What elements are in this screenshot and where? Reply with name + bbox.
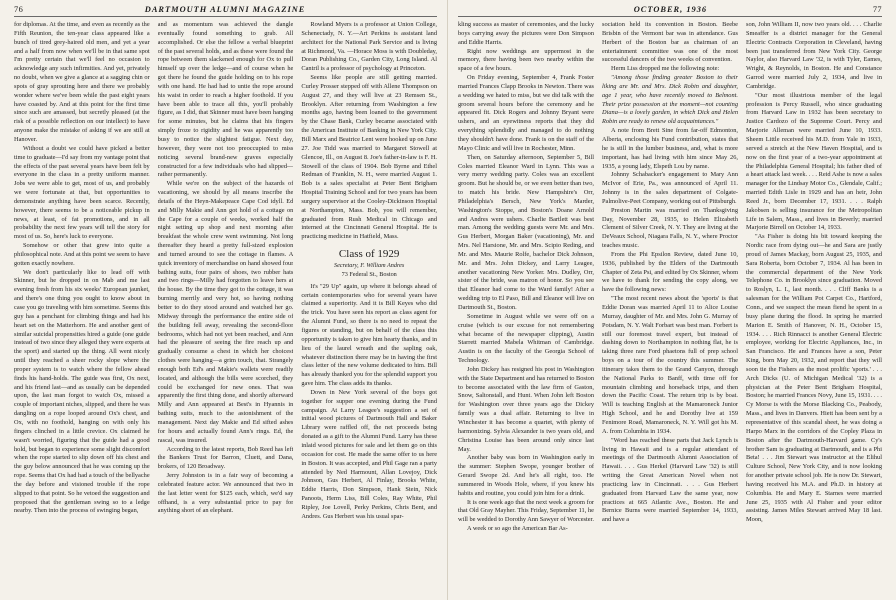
paragraph: Seems like people are still getting married. Curley Prosser stepped off with Allene Thompson on August 27, and they will live at 23 Remsen St., Brooklyn. After returning from Washington a few months ago, having been loaned to the government by the Chase Bank, Curley became associated with the American Institute of Banking in New York City. Bill Marx and Beatrice Lent were hooked up on June 27. Joe Tidd was married to Margaret Stowell at Glencoe, Ill., on August 8. Joe's father-in-law is F. H. Stowell of the class of 1904. Bob Byrne and Ethel Redman of Franklin, N. H., were married August 1. Bob is a sales specialist at Peter Bent Brigham Hospital Training School and for two years has been surgery supervisor at the Cooley-Dickinson Hospital at Northampton, Mass. Bob, you will remember, graduated from Rush Medical in Chicago and interned at the Cincinnati General Hospital. He is practicing medicine in Hatfield, Mass.: [301, 74, 438, 241]
paragraph: Down in New York several of the boys got together for supper one evening during the Fund campaign. At Larry Leagee's suggestion a set of initial wood pictures of Dartmouth Hall and Baker Library were raffled off, the net proceeds being donated as a gift to the Alumni Fund. Larry has these inlaid wood pictures for sale and let them go on this occasion for cost. He made the same offer to us here in Boston. It was accepted, and Phil Gage ran a party attended by Ned Harmount, Allan Lovejoy, Dick Johnson, Gus Herbert, Al Finlay, Brooks White, Eddie Harris, Don Simpson, Hank Stein, Nick Panoots, Herm Liss, Bill Coles, Ray White, Phil Ripley, Joe Lovell, Perky Perkins, Chris Bent, and Andres. Gus Herbert was his usual spar-: [301, 388, 438, 520]
class-heading: Class of 1929: [338, 248, 400, 261]
paragraph: and as momentum was achieved the dangle eventually found something to grab. All accomplished. Or else the fellow a verbal blueprint of the past several holds, and as these were found the rope between them slackened enough for Ox to pull himself up over the ledge—and of course when he got there he found the guide holding on to his rope with one hand. He had had to untie the rope around his waist in order to reach a higher foothold. If you have been able to trace all this, you'll probably figure, as I did, that Skinner must have been hanging for some minutes, but he claims that his fingers simply froze to rigidity and he was apparently too busy to notice the slightest fatigue. Next day, however, they were not too preoccupied to miss noticing several brand-new graves especially constructed for a few individuals who had slipped—rather permanently.: [157, 21, 294, 179]
paragraph: According to the latest reports, Bob Reed has left the Bankers Trust for Barron, Cluett, and Dana, brokers, of 120 Broadway.: [157, 445, 294, 471]
right-page: [448, 0, 896, 600]
running-title: DARTMOUTH ALUMNI MAGAZINE: [144, 5, 306, 14]
paragraph: Johnny Schabacker's engagement to Mary Ann McIvor of Erie, Pa., was announced of April 11. Johnny is in the sales department of Colgate-Palmolive-Peet Company, working out of Pittsburgh.: [602, 171, 738, 205]
paragraph: "The most recent news about the 'sports' is that Eddie Doran was married April 11 to Alice Louise Murray, daughter of Mr. and Mrs. John G. Murray of Potsdam, N. Y. Walt Forbart was best man. Forbert is still our foremost travel expert, but instead of dashing down to Northampton in nothing flat, he is taking three rare Ford phaetons full of prep school boys on a tour of the country this summer. The itinerary takes them to the Grand Canyon, through the National Parks to Banff, with time off for mountain climbing and horseback trips, and then down the Pacific Coast. The return trip is by boat. Will is teaching English at the Mamaroneck Junior High School, and he and Dorothy live at 159 Fenimore Road, Mamaroneck, N. Y. Will got his M. A. from Columbia in 1934.: [602, 295, 738, 435]
paragraph: John Dickey has resigned his post in Washington with the State Department and has returned to Boston to become associated with the law firm of Gaston, Snow, Saltonstall, and Hunt. When John left Boston for Washington over three years ago the Dickey family was a dual affair. Returning to live in Winchester it has become a quartet, with plenty of harmonizing. Sylvia Alexander is two years old, and Christina Louise has been around only since last May.: [458, 365, 594, 453]
paragraph: Rowland Myers is a professor at Union College, Schenectady, N. Y.—Art Perkins is assistant land architect for the National Park Service and is living at Richmond, Va. —Horace Moss is with Doubleday, Doran Publishing Co., Garden City, Long Island. Al Cantril is a professor of psychology at Princeton.: [301, 21, 438, 73]
paragraph: Without a doubt we could have picked a better time to graduate—I'd say from my vantage point that the effects of the past several years have been felt by everyone in the class in a pretty uniform manner. Jobs we were able to get, most of us, and probably we were fortunate at that, but opportunities to demonstrate anything have been scarce. Recently, however, there seems to be a noticeable pickup in news, at least, of fat promotions, and in all probability the next few years will tell the story for most of us. So, here's luck to everyone.: [14, 144, 150, 241]
paragraph: sociation held its convention in Boston. Beebe Brisbin of the Vermont bar was in attendance. Gus Herbert of the Boston bar as chairman of an entertainment committee was one of the most successful dancers of the two weeks of convention.: [602, 21, 738, 64]
text-column-2: [158, 21, 294, 599]
running-title: OCTOBER, 1936: [633, 5, 708, 14]
text-column-1: [14, 21, 150, 599]
paragraph: Another baby was born in Washington early in the summer: Stephen Swope, younger brother of Gerard Swope 2d. And he's all right, too. He summered in Woods Hole, where, if you knew his habits and routine, you could join him for a drink.: [458, 454, 594, 497]
text-column-2: [602, 21, 738, 599]
quoted-note: "Among those finding greater Boston to their liking are Mr. and Mrs. Dick Robin and daughter, age 1 year, who have recently moved to Belmont. Their prize possession at the moment—not counting Diana—is a lovely garden, in which Dick and Helen Robin are ready to renew old acquaintances.": [602, 74, 738, 126]
paragraph: kling success as master of ceremonies, and the lucky boys carrying away the pictures were Don Simpson and Eddie Harris.: [458, 21, 594, 46]
paragraph: "Word has reached these parts that Jack Lynch is living in Hawaii and is a regular attendant of meetings of the Dartmouth Alumni Association of Hawaii. . . . Gus Herkel (Harvard Law '32) is still writing the Great American Novel when not practicing law in Cincinnati. . . . Gus Herbert graduated from Harvard Law the same year, now practices at 665 Atlantic Ave., Boston. He and Bernice Burns were married September 14, 1933, and have a: [602, 436, 738, 524]
paragraph: It's "29 Up" again, up where it belongs ahead of certain contemporaries who for several years have claimed a superiority. And it is Bill Keyes who did the trick. You have seen his report as class agent for the Alumni Fund, so there is no need to repeat the figures or standing, but on behalf of the class this opportunity is taken to give him hearty thanks, and in lieu of the laurel wreath and the sapling oak, whatever distinction there may be in having the first class letter of the new volume dedicated to him. Bill has already thanked you for the splendid support you gave him. The class adds its thanks.: [301, 282, 438, 388]
paragraph: "Our most illustrious member of the legal profession is Percy Russell, who since graduating from Harvard Law in 1932 has been secretary to Justice Cardozo of the Supreme Court. Percy and Marjorie Alleman were married June 10, 1933. Sheem Little received his M.D. from Yale in 1933, served a stretch at the New Haven Hospital, and is now on the first year of a two-year appointment at the Philadelphia General Hospital; his father died of a heart attack last week. . . . Reid Ashe is now a sales manager for the Lindsay Motor Co., Glendale, Calif.; married Edith Lisle in 1929 and has an heir, John Reed Jr., born December 17, 1931. . . . Ralph Jakobsen is selling insurance for the Metropolitan Life in Salem, Mass., and lives in Beverly; married Marjorie Birrell on October 14, 1933.: [746, 91, 882, 232]
column-group: [458, 21, 882, 599]
class-address: 73 Federal St., Boston: [341, 270, 397, 278]
paragraph: A note from Brett Sine from far-off Edmonton, Alberta, enclosing his Fund contribution, states that he is still in the lumber business, and, what is more important, has had living with him since May 26, 1935, a young lady, Elspeth Lou by name.: [602, 127, 738, 170]
paragraph: Then, on Saturday afternoon, September 5, Bill Coles married Eleanor Ward in Lynn. This was a very merry wedding party. Coles was an excellent groom. But he should be, or we even better than two, to match his bride. New Hampshire's Orr, Philadelphia's Bersch, New York's Marder, Washington's Stoppe, and Boston's Doane Arnold and Andres were ushers. Charlie Bartlett was best man. Among the wedding guests were Mr. and Mrs. Gus Herbert, Morgan Baker (vacationing), Mr. and Mrs. Nel Harsione, Mr. and Mrs. Scipio Reding, and Mr. and Mrs. Maurie Rolfe, bachelor Dick Johnson, Mr. and Mrs. John Dickey, and Larry Leagee, another vacationing New Yorker. Mrs. Dudley, Orr, sister of the bride, was matron of honor. So you see that Eleanor had come to the Ward family! After a wedding trip to El Paso, Bill and Eleanor will live on Dartmouth St., Boston.: [458, 153, 594, 311]
paragraph: We don't particularly like to lead off with Skinner, but he dropped in on Mab and me last evening fresh from his six weeks' European jaunket, and there's one thing you ought to know about in case you go traveling with him sometime. Seems this guy has a penchant for climbing things and had his heart set on the Matterhorn. He and another gent of similar suicidal propensities hired a guide (one guide instead of two since they alleged they were experts at the sport) and started up the thing. All went nicely until they reached a sheer rocky slope where the proper system is to watch where the fellow ahead finds his hand-holds. The guide was first, Ox next, and his friend last—and as usually can be depended upon, the last man forgot to watch Ox, missed a couple of important niches, slipped, and there he was dangling on a rope looped around Ox's chest, and Ox, with no foothold, hanging on with only his fingers clinched in a little crevice. Ox claimed he wasn't worried, figuring that the guide had a good hold, but began to experience some slight discomfort when the rope started to slip down off his chest and the guy below announced that he was coming up the rope. Seems that Ox had had a touch of the bellyache the day before and visioned trouble if the rope slipped to that point. So he vetoed the suggestion and proposed that the gentleman swing so to a ledge nearby. Then into the process of swinging began,: [14, 268, 150, 515]
paragraph: A week or so ago the American Bar As-: [467, 525, 568, 533]
paragraph: for diplomas. At the time, and even as recently as the Fifth Reunion, the ten-year class appeared like a bunch of tired grey-haired old men, and yet a year and a half from now when we'll be in that same spot I'm pretty certain that we'll feel no occasion to acknowledge any such infirmities. And yet, privately no doubt, when we give a glance at a sagging chin or spots of gray sprouting here and there we probably wonder where we've been while the past eight years have coasted by. And at this point for the first time since such are amassed, but secretly pleased (at the risk of a possible reflection on our intellect) to have anyone make the mistake of asking if we are still at Hanover.: [14, 21, 150, 143]
column-group: [14, 21, 437, 599]
running-head: [458, 4, 882, 17]
paragraph: While we're on the subject of the hazards of vacationing, we should by all means inscribe the details of the Heyn-Makepeace Cape Cod idyll. Ed and Milly Makie and Ann got hold of a cottage on the Cape for a couple of weeks, worked half the night setting up shop and next morning after breakfast the whole crew went swimming. Not long thereafter they heard a pretty full-sized explosion and turned around to see the cottage in flames. A quick inventory of merchandise on hand showed four bathing suits, four pairs of shoes, two rubber hats and two rings—Milly had forgotten to leave hers at the house. By the time they got to the cottage, it was burning merrily and very hot, so having nothing better to do they stood around and watched her go. Midway through the performance the entire side of the building fell away, revealing the second-floor bedrooms, which had not yet been reached, and Ann had the pleasure of seeing the fire reach up and gradually consume a chest in which her choicest clothes were hanging—a grim touch, that. Strangely enough both Ed's and Makie's wallets were readily located, and although the bills were scorched, they could be exchanged for new ones. That was apparently the first thing done, and shortly afterward Milly and Ann appeared at Best's in Hyannis in bathing suits, much to the astonishment of the management. Next day Makie and Ed sifted ashes for hours and actually found Ann's rings. Ed, the rascal, was insured.: [157, 180, 294, 444]
page-number: 77: [872, 5, 882, 14]
paragraph: On Friday evening, September 4, Frank Foster married Frances Clapp Brooks in Newton. There was a wedding we hated to miss, but we did talk with the groom several hours before the ceremony and he appeared fit. Dick Rogers and Johnny Bryant were ushers, and an eyewitness reports that they did everything splendidly and managed to do nothing they shouldn't have done. Frank is on the staff of the Mayo Clinic and will live in Rochester, Minn.: [458, 74, 594, 152]
text-column-3: [301, 21, 437, 599]
paragraph: Herm Liss dropped me the following note:: [611, 65, 720, 73]
paragraph: From the Phi Epsilon Review, dated June 10, 1936, published by the Elders of the Dartmouth Chapter of Zeta Psi, and edited by Ox Skinner, whom we have to thank for sending the copy along, we have the following news:: [602, 250, 738, 294]
paragraph: Preston Martin was married on Thanksgiving Day, November 28, 1935, to Helen Elizabeth Clement of Silver Creek, N. Y. They are living at the DeVeaux School, Niagara Falls, N. Y., where Proctor teaches music.: [602, 206, 738, 250]
text-column-3: [746, 21, 882, 599]
paragraph: It is one week ago that the next week a groom for that Old Gray Mayher. This Friday, September 11, he will be wedded to Dorothy Ann Sawyer of Worcester.: [458, 498, 594, 524]
page-number: 76: [14, 5, 24, 14]
paragraph: son, John William II, now two years old. . . . Charlie Smeaffer is a district manager for the General Electric Contracts Corporation in Cleveland, having been just transferred from New York City. George Naylor, also Harvard Law '32, is with Tyler, Eames, Wright, & Reynolds, in Boston. He and Constance Garrod were married July 2, 1934, and live in Cambridge.: [746, 21, 882, 90]
running-head: [14, 4, 437, 17]
paragraph: Jerry Johnston is in a fair way of becoming a celebrated feature actor. We announced that two in the last letter went for $125 each, which, we'd say offhand, is a very substantial price to pay for anything short of an elephant.: [157, 472, 294, 515]
paragraph: Somehow or other that grew into quite a philosophical note. And at this point we seem to have gotten exactly nowhere.: [14, 242, 150, 267]
text-column-1: [458, 21, 594, 599]
paragraph: Sometime in August while we were off on a cruise (which is our excuse for not remembering what became of the newspaper clipping), Austin Starrett married Mabela Whitman of Cambridge. Austin is on the faculty of the Georgia School of Technology.: [458, 312, 594, 365]
paragraph: "As Fisher is doing his bit toward keeping the Nordic race from dying out—he and Sara are justly proud of James Mackay, born August 25, 1935, and Sara Roberta, born October 7, 1934. Al has been in the commercial department of the New York Telephone Co. in Brooklyn since graduation. Moved to Roslyn, L. I., last month. . . . Cliff Banks is a salesman for the William Pot Carpet Co., Hartford, Conn., and we suspect the mean fiend he spent in a busy plane during the flood. In spring he married Marion E. Smith of Hanover, N. H., October 15, 1934. . . . Rich Rinnacci is another General Electric employee, working for Electric Appliances, Inc., in San Francisco. He and Frances have a son, Peter King, born May 20, 1932, and report that they will soon tie the Fishers as the most prolific 'sports.' . . . Arch Dicks (U. of Michigan Medical '32) is a physician at the Peter Bent Brigham Hospital, Boston; he married Frances Novy, June 15, 1931. . . . Cy Morse is with the Morse Blacking Co., Peabody, Mass., and lives in Danvers. Hiett has been sent by a representative of this scandal sheet, he was doing a Harpo Marx in the corridors of the Copley Plaza in Boston after the Dartmouth-Harvard game. Cy's brother Sam is graduating at Dartmouth, and is a Phi Beta! . . . Jim Stewart was instructor at the Elihul Culture School, New York City, and is now looking for another private school job. He is now Dr. Stewart, having received his M.A. and Ph.D. in history at Columbia. He and Mary E. Starnes were married June 25, 1935 with Al Fisher and your editor assisting. James Miles Stewart arrived May 18 last. Moon,: [746, 233, 882, 524]
paragraph: Right now weddings are uppermost in the memory, there having been two nearby within the space of a few hours.: [458, 47, 594, 73]
class-secretary: Secretary, F. William Andres: [334, 262, 405, 270]
